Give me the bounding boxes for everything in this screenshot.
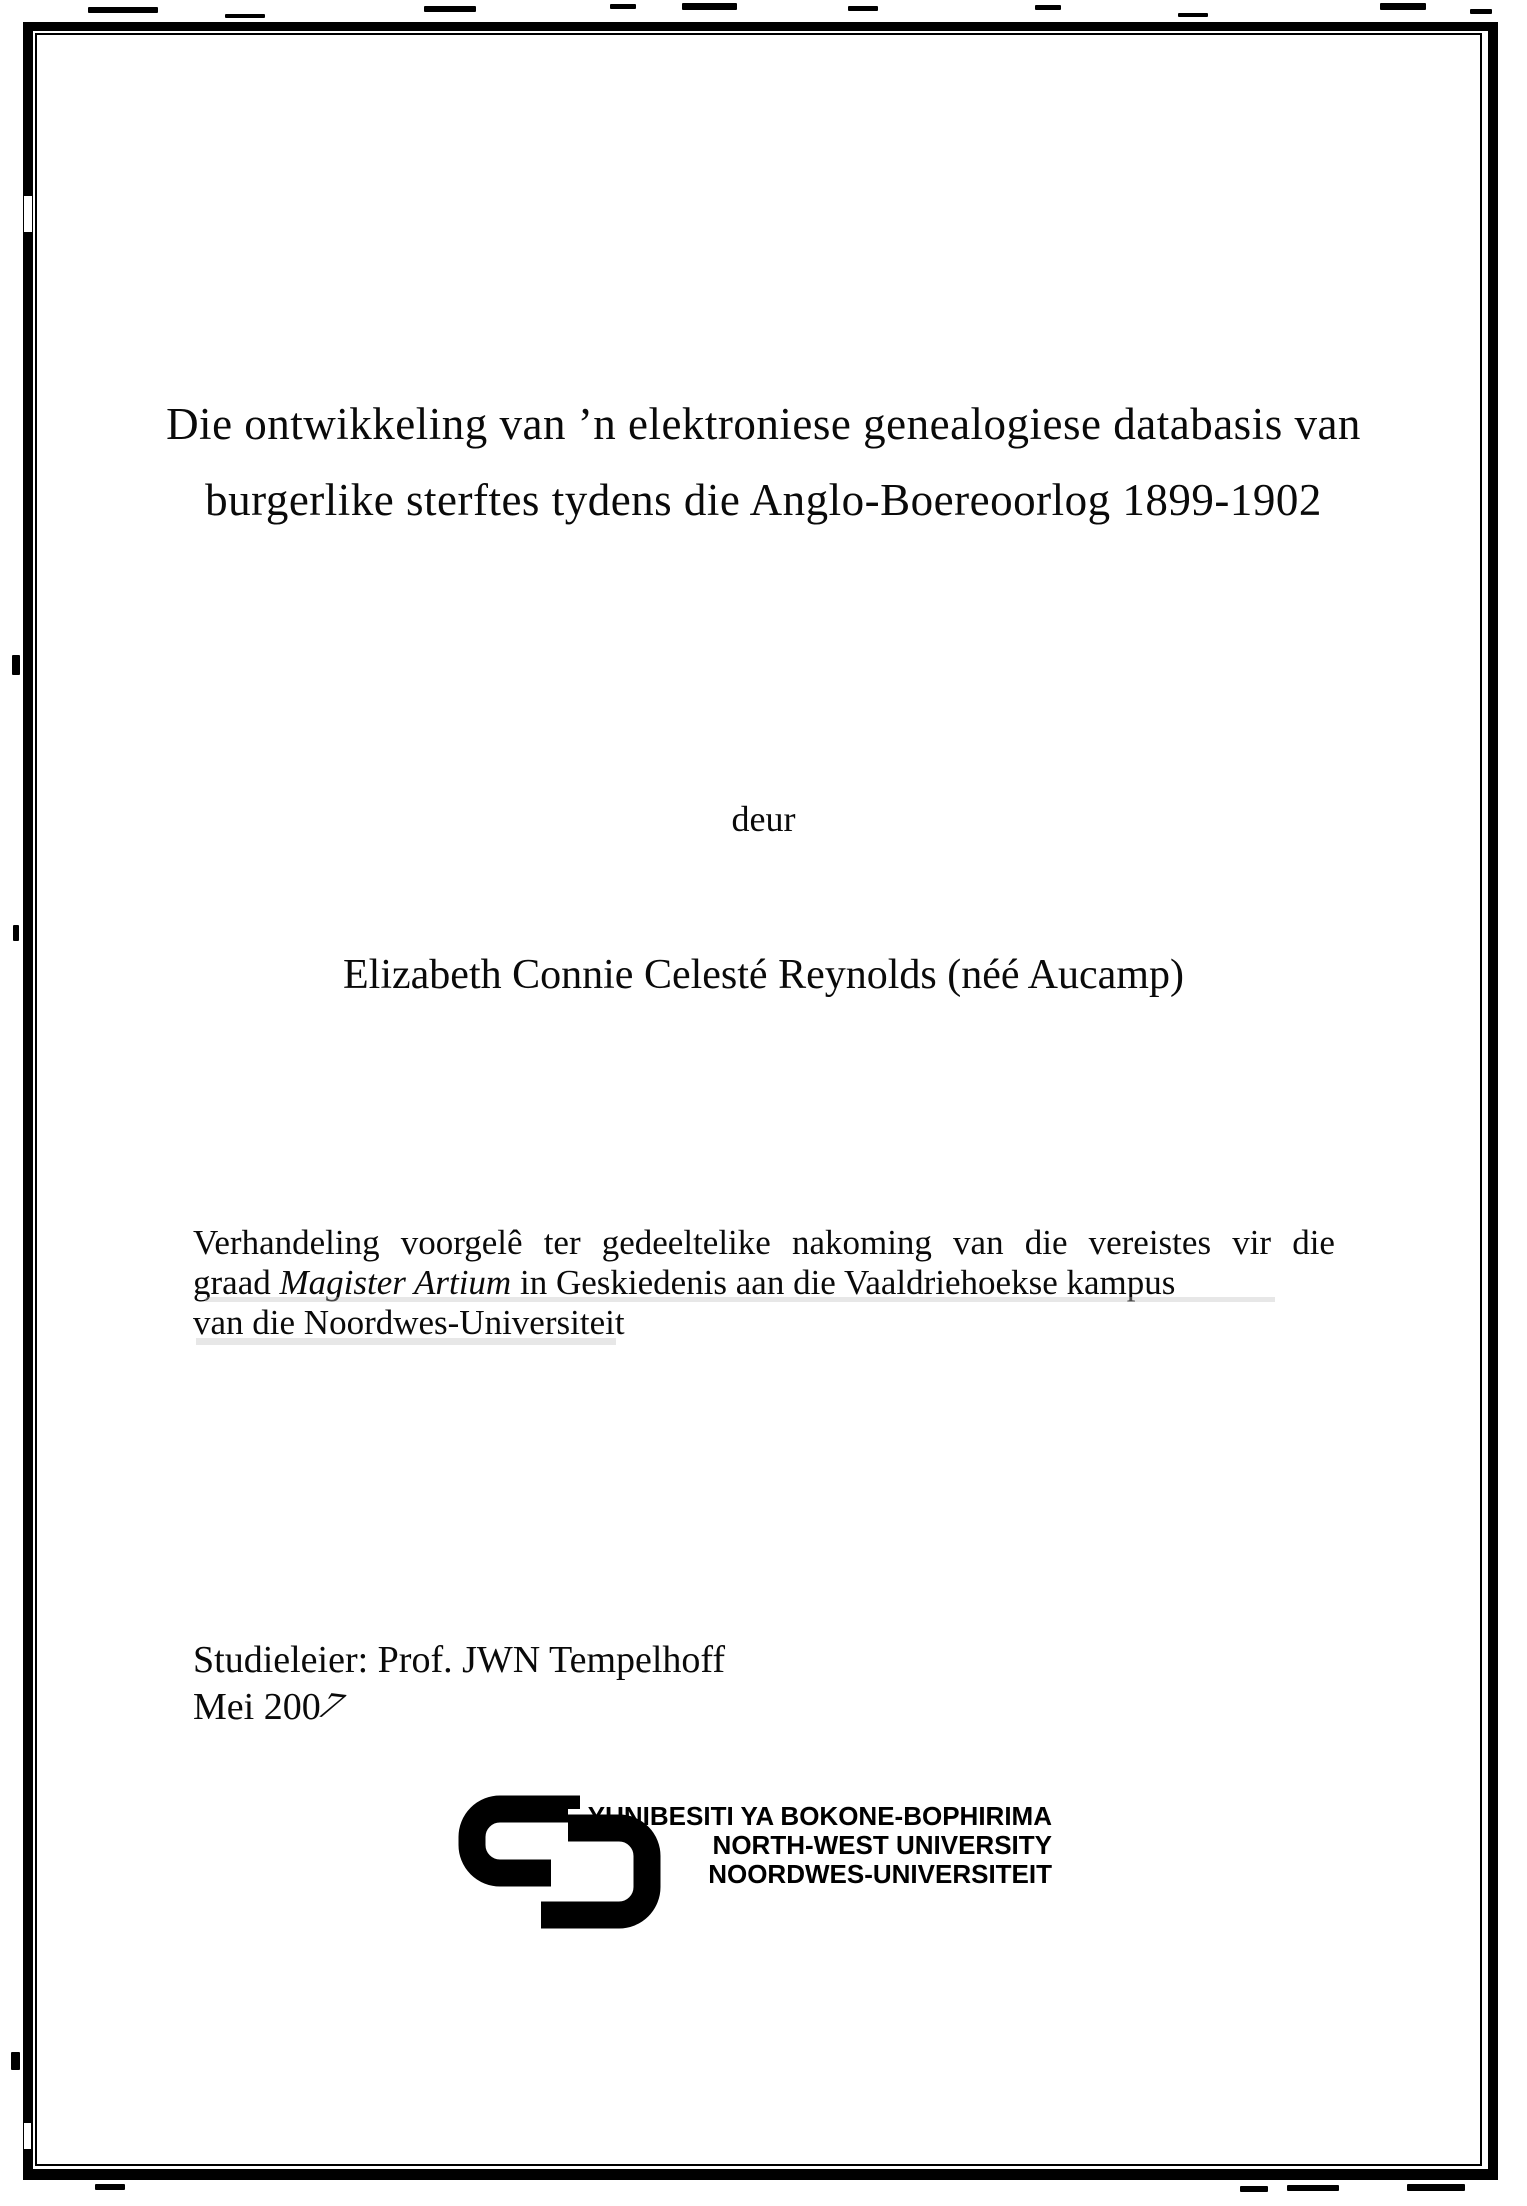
degree-statement [193, 1223, 1335, 1343]
degree-statement-line-3: van die Noordwes-Universiteit [193, 1303, 625, 1342]
degree-statement-line-2-post: in Geskiedenis aan die Vaaldriehoekse kampus [511, 1263, 1176, 1302]
scan-artifact [1178, 13, 1208, 17]
university-name-afrikaans: NOORDWES-UNIVERSITEIT [708, 1859, 1052, 1889]
university-logo-text [552, 1802, 1052, 1889]
scan-artifact [1380, 3, 1426, 10]
scan-ghosting [196, 1338, 616, 1345]
scan-artifact [24, 196, 32, 232]
university-name-setswana: YUNIBESITI YA BOKONE-BOPHIRIMA [587, 1801, 1052, 1831]
date-prefix: Mei 200 [193, 1686, 321, 1728]
scan-artifact [424, 6, 476, 12]
thesis-title-line-2: burgerlike sterftes tydens die Anglo-Boereoorlog 1899-1902 [205, 475, 1322, 525]
degree-statement-line-1: Verhandeling voorgelê ter gedeeltelike nakoming van die vereistes vir die [193, 1223, 1335, 1262]
scan-artifact [88, 7, 158, 13]
scan-artifact [682, 3, 737, 10]
scan-artifact [848, 6, 878, 11]
scan-artifact [95, 2184, 125, 2190]
scan-ghosting [205, 1297, 1275, 1302]
scan-artifact [24, 2123, 31, 2149]
supervisor-line: Studieleier: Prof. JWN Tempelhoff [193, 1639, 726, 1681]
thesis-title-line-1: Die ontwikkeling van ’n elektroniese genealogiese databasis van [166, 399, 1361, 449]
thesis-title [40, 386, 1487, 538]
scan-artifact [11, 2052, 20, 2070]
date-line [193, 1685, 353, 1729]
author-name: Elizabeth Connie Celesté Reynolds (néé Aucamp) [343, 952, 1184, 998]
scan-artifact [1287, 2185, 1339, 2191]
scan-artifact [12, 655, 20, 675]
scan-artifact [610, 4, 636, 9]
scan-artifact [225, 14, 265, 18]
degree-statement-line-2-pre: graad [193, 1263, 280, 1302]
scan-artifact [1035, 5, 1061, 10]
scan-artifact [1470, 9, 1492, 14]
degree-name-italic: Magister Artium [279, 1263, 512, 1302]
byline-deur: deur [731, 799, 796, 839]
university-name-english: NORTH-WEST UNIVERSITY [712, 1830, 1052, 1860]
scan-artifact [1240, 2186, 1268, 2192]
scan-artifact [1407, 2184, 1465, 2191]
scan-artifact [13, 925, 19, 941]
date-last-digit: 7 [309, 1685, 353, 1727]
